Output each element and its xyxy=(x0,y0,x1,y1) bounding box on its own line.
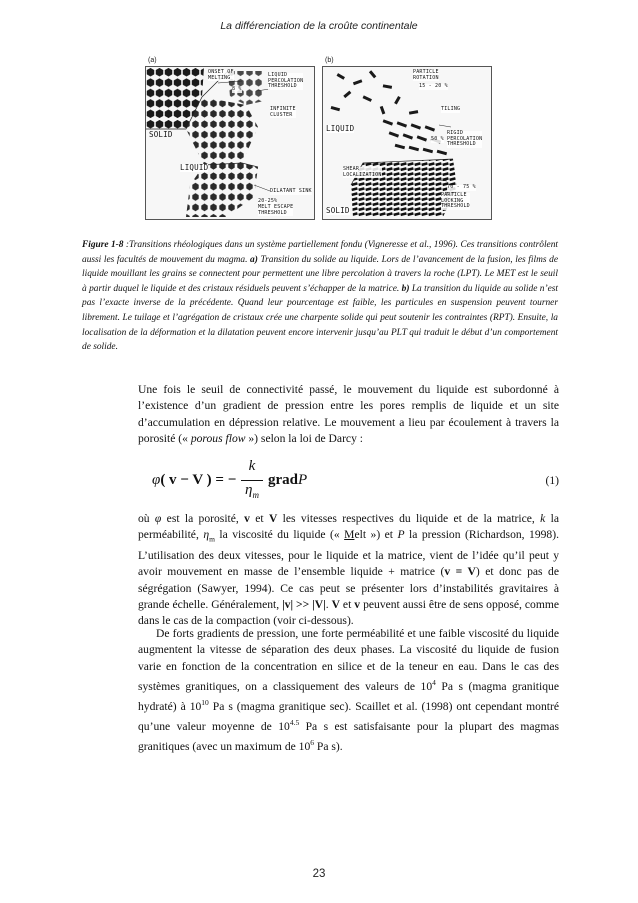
label-infinite-cluster: INFINITE CLUSTER xyxy=(270,106,296,118)
paragraph-viscosity: De forts gradients de pression, une forte perméabilité et une faible viscosité du liquide augmentent la vitesse de séparation des deux phases. La viscosité du liquide de fusion varie en fonction de la concentration en silice et de la teneur en eau. Dans le cas des systèmes granitiques, on a classiquement des valeurs de $10^4$ Pa s (magma granitique hydraté) à $10^{10}$ Pa s (magma granitique sec). Scaillet et al. (1998) ont cependant montré qu’une valeur moyenne de $10^{4.5}$ Pa s est satisfaisante pour la plupart des magmas granitiques (avec un maximum de $10^6$ Pa s). xyxy=(138,627,560,754)
label-rpt-pct: 50 % xyxy=(431,136,444,142)
label-tiling: TILING xyxy=(441,106,461,112)
label-solid-a: SOLID xyxy=(149,130,173,139)
caption-a: a) xyxy=(250,254,258,265)
paragraph-variables: où φ est la porosité, v et V les vitesses respectives du liquide et de la matrice, k la perméabilité, $\eta_m$ la viscosité du liquide (« Melt ») et P la pression (Richardson, 1998). L’utilisation des deux vitesses, pour le liquide et la matrice, vient de l’idée qu’il peut y avoir mouvement en masse de l’ensemble liquide + matrice (v = V) et donc pas de ségrégation (Sawyer, 1994). Ce cas peut se présenter lors d’instabilités gravitaires à grande échelle. Généralement, |v| >> |V|. V et v peuvent aussi être de sens opposé, comme dans le cas de la compaction (voir ci-dessous). xyxy=(138,512,560,628)
panel-a-letter: (a) xyxy=(148,57,157,64)
equation-lhs: φ( v − V ) = − xyxy=(152,472,237,488)
panel-a-hexagon-drawing xyxy=(146,67,314,219)
equation-rhs: gradP xyxy=(268,472,308,488)
label-onset-of-melting: ONSET OF MELTING xyxy=(208,69,234,81)
label-melt-escape-threshold: MELT ESCAPE THRESHOLD xyxy=(258,204,294,216)
equation-fraction: k $\eta_m$ xyxy=(241,458,263,500)
caption-text: :Transitions rhéologiques dans un système partiellement fondu (Vigneresse et al., 1996). Ces transitions contrôlent aussi les facultés de mouvement du magma. xyxy=(82,240,558,265)
figure-rheological-transitions xyxy=(145,58,490,218)
paragraph-darcy-intro: Une fois le seuil de connectivité passé, le mouvement du liquide est subordonné à l’existence d’un gradient de pression entre les pores remplis de liquide et un site d’accumulation en dépression relative. Le mouvement a lieu par écoulement à travers la porosité (« porous flow ») selon la loi de Darcy : xyxy=(138,383,559,445)
page-number: 23 xyxy=(312,868,326,880)
darcy-equation xyxy=(138,458,559,510)
equation-number: (1) xyxy=(545,474,559,487)
caption-b: b) xyxy=(401,283,410,294)
label-particle-locking-threshold: PARTICLE LOCKING THRESHOLD xyxy=(441,192,470,210)
panel-b-liquid-to-solid xyxy=(322,66,492,220)
running-header: La différenciation de la croûte continentale xyxy=(220,20,418,32)
label-dilatant-sink: DILATANT SINK xyxy=(270,188,312,194)
label-plt-pct: 70 - 75 % xyxy=(447,184,476,190)
label-onset-pct: 8 % xyxy=(232,86,242,92)
label-rotation-pct: 15 - 20 % xyxy=(419,83,448,89)
label-particle-rotation: PARTICLE ROTATION xyxy=(413,69,439,81)
label-liquid-percolation-threshold: LIQUID PERCOLATION THRESHOLD xyxy=(268,72,304,90)
label-solid-b: SOLID xyxy=(326,206,350,215)
label-liquid-b: LIQUID xyxy=(326,124,355,133)
panel-b-letter: (b) xyxy=(325,57,334,64)
label-rigid-percolation-threshold: RIGID PERCOLATION THRESHOLD xyxy=(447,130,483,148)
caption-text: La transition du liquide au solide n’est pas l’exacte inverse de la précédente. Quand leur pourcentage est faible, les particules en suspension peuvent tourner librement. Le tuilage et l’agrégation de cristaux crée une charpente solide qui peut soutenir les contraintes (RPT). Ensuite, la localisation de la déformation et la dilatation peuvent encore intervenir jusqu’au PLT qui traduit le début d’un comportement de solide. xyxy=(82,283,558,353)
label-shear-localization: SHEAR LOCALIZATION xyxy=(343,166,382,178)
label-met-pct: 20-25% xyxy=(258,198,278,204)
panel-a-solid-to-liquid xyxy=(145,66,315,220)
caption-text: Transition du solide au liquide. Lors de l’avancement de la fusion, les films de liquide mouillant les grains se connectent pour permettent une libre percolation à travers la roche (LPT). Le MET est le seuil à partir duquel le liquide et des cristaux résiduels peuvent s’échapper de la matrice. xyxy=(82,254,558,294)
figure-caption xyxy=(82,238,558,355)
caption-lead: Figure 1-8 xyxy=(82,240,124,250)
label-liquid-a: LIQUID xyxy=(180,163,209,172)
